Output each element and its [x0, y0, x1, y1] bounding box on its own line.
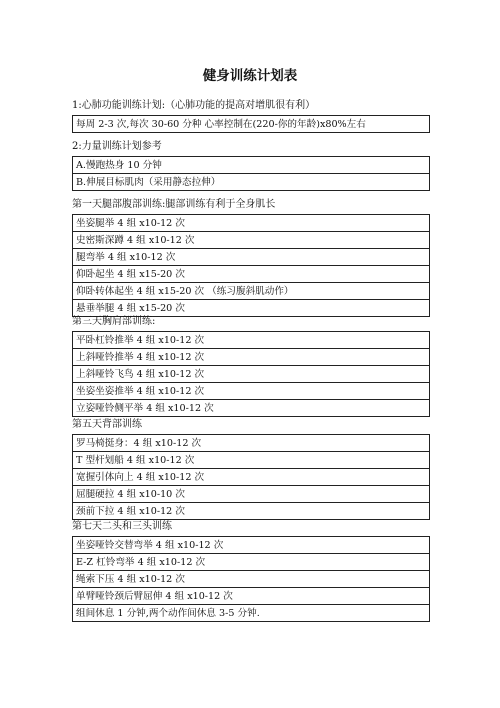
table-cell: 悬垂举腿 4 组 x15-20 次: [73, 300, 430, 317]
table-row: [73, 605, 430, 622]
table-cell: A.慢跑热身 10 分钟: [73, 157, 430, 174]
page-title: 健身训练计划表: [202, 68, 298, 84]
section-table: [72, 331, 430, 417]
table-cell: B.伸展目标肌肉（采用静态拉伸）: [73, 174, 430, 191]
table-row: [73, 383, 430, 400]
section-table: [72, 214, 430, 317]
table-row: [73, 588, 430, 605]
section-heading: 1:心肺功能训练计划:（心肺功能的提高对增肌很有利）: [72, 100, 316, 111]
table-row: [73, 116, 430, 133]
table-row: [73, 537, 430, 554]
table-cell: 每周 2-3 次,每次 30-60 分种 心率控制在(220-你的年龄)x80%左右: [73, 116, 430, 133]
table-cell: 仰卧起坐 4 组 x15-20 次: [73, 266, 430, 283]
section-strength: [72, 140, 430, 191]
table-cell: 屈腿硬拉 4 组 x10-10 次: [73, 486, 430, 503]
table-cell: 坐姿哑铃交替弯举 4 组 x10-12 次: [73, 537, 430, 554]
section-table: [72, 536, 430, 622]
table-cell: 上斜哑铃飞鸟 4 组 x10-12 次: [73, 366, 430, 383]
table-cell: 史密斯深蹲 4 组 x10-12 次: [73, 232, 430, 249]
table-row: [73, 332, 430, 349]
table-cell: 颈前下拉 4 组 x10-12 次: [73, 503, 430, 520]
table-cell: 腿弯举 4 组 x10-12 次: [73, 249, 430, 266]
section-cardio: [72, 99, 430, 133]
table-row: [73, 300, 430, 317]
table-row: [73, 174, 430, 191]
table-cell: T 型杆划船 4 组 x10-12 次: [73, 452, 430, 469]
table-row: [73, 452, 430, 469]
table-cell: 组间休息 1 分钟,两个动作间休息 3-5 分钟.: [73, 605, 430, 622]
table-cell: 仰卧转体起坐 4 组 x15-20 次 （练习腹斜肌动作）: [73, 283, 430, 300]
table-cell: 平卧杠铃推举 4 组 x10-12 次: [73, 332, 430, 349]
section-day5-back: [72, 418, 430, 520]
table-cell: 坐姿腿举 4 组 x10-12 次: [73, 215, 430, 232]
section-table: [72, 115, 430, 133]
table-row: [73, 249, 430, 266]
section-day7-arms: [72, 520, 430, 622]
table-row: [73, 366, 430, 383]
table-row: [73, 400, 430, 417]
section-heading: 第一天腿部腹部训练:腿部训练有利于全身肌长: [72, 199, 276, 210]
section-heading: 2:力量训练计划参考: [72, 141, 162, 152]
table-row: [73, 503, 430, 520]
table-row: [73, 232, 430, 249]
table-row: [73, 486, 430, 503]
section-day3-chest-shoulders: [72, 315, 430, 417]
section-table: [72, 434, 430, 520]
section-heading: 第五天背部训练: [72, 419, 142, 430]
table-row: [73, 435, 430, 452]
section-heading: 第三天胸肩部训练:: [72, 316, 156, 327]
table-cell: 坐姿坐姿推举 4 组 x10-12 次: [73, 383, 430, 400]
table-cell: 罗马椅挺身：4 组 x10-12 次: [73, 435, 430, 452]
table-cell: 立姿哑铃侧平举 4 组 x10-12 次: [73, 400, 430, 417]
table-cell: 宽握引体向上 4 组 x10-12 次: [73, 469, 430, 486]
table-row: [73, 283, 430, 300]
table-row: [73, 571, 430, 588]
section-table: [72, 156, 430, 191]
table-cell: E-Z 杠铃弯举 4 组 x10-12 次: [73, 554, 430, 571]
table-row: [73, 157, 430, 174]
table-row: [73, 215, 430, 232]
table-row: [73, 266, 430, 283]
section-heading: 第七天二头和三头训练: [72, 521, 172, 532]
table-row: [73, 469, 430, 486]
table-cell: 绳索下压 4 组 x10-12 次: [73, 571, 430, 588]
section-day1-legs-abs: [72, 198, 430, 317]
table-cell: 上斜哑铃推举 4 组 x10-12 次: [73, 349, 430, 366]
table-row: [73, 554, 430, 571]
table-row: [73, 349, 430, 366]
table-cell: 单臂哑铃颈后臂屈伸 4 组 x10-12 次: [73, 588, 430, 605]
